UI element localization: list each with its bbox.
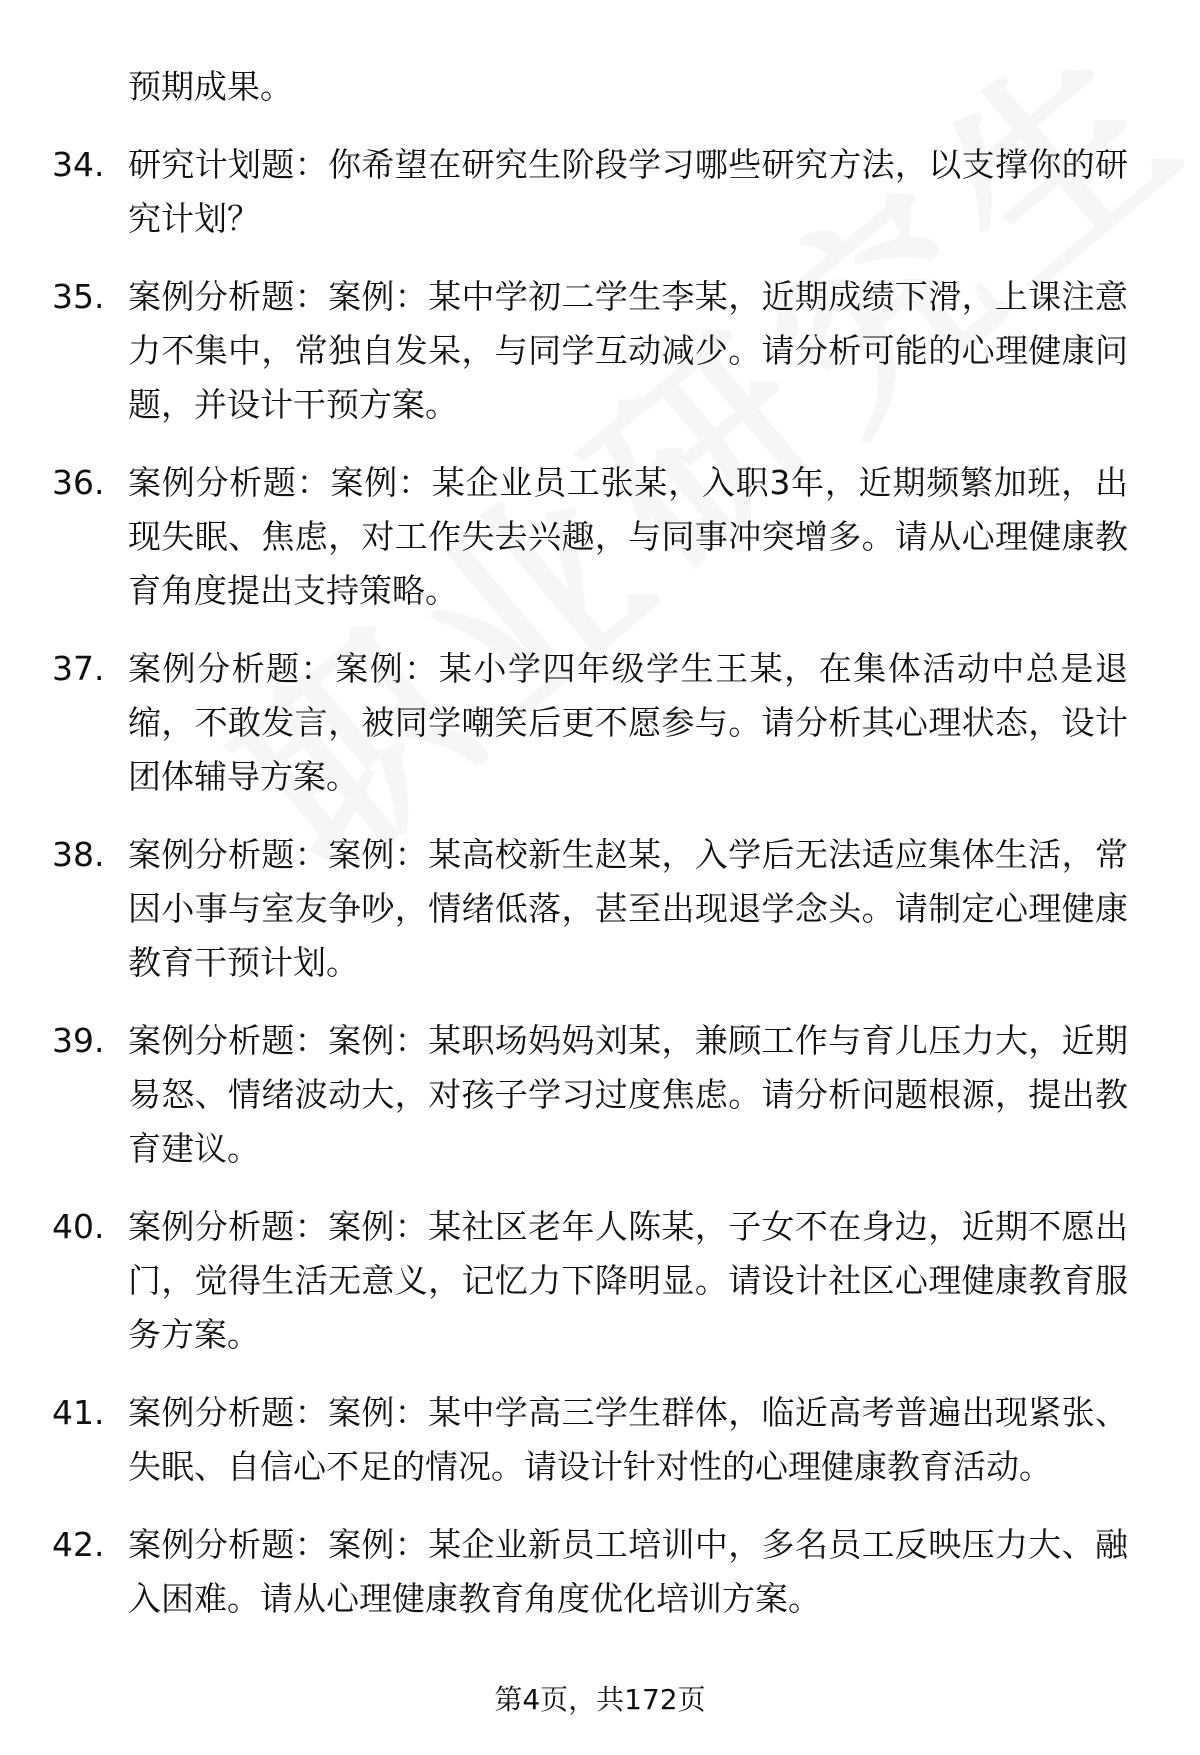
question-number: 37. bbox=[52, 649, 105, 688]
question-list bbox=[0, 138, 1200, 1650]
question-item bbox=[0, 270, 1200, 432]
question-text: 案例分析题：案例：某中学初二学生李某，近期成绩下滑，上课注意力不集中，常独自发呆，与同学互动减少。请分析可能的心理健康问题，并设计干预方案。 bbox=[128, 277, 1128, 424]
question-text: 案例分析题：案例：某企业员工张某，入职3年，近期频繁加班，出现失眠、焦虑，对工作失去兴趣，与同事冲突增多。请从心理健康教育角度提出支持策略。 bbox=[128, 463, 1128, 610]
question-item bbox=[0, 1200, 1200, 1362]
question-text: 案例分析题：案例：某小学四年级学生王某，在集体活动中总是退缩，不敢发言，被同学嘲笑后更不愿参与。请分析其心理状态，设计团体辅导方案。 bbox=[128, 649, 1128, 796]
question-text: 案例分析题：案例：某社区老年人陈某，子女不在身边，近期不愿出门，觉得生活无意义，记忆力下降明显。请设计社区心理健康教育服务方案。 bbox=[128, 1207, 1128, 1354]
question-number: 34. bbox=[52, 145, 105, 184]
question-number: 42. bbox=[52, 1525, 105, 1564]
question-text: 案例分析题：案例：某企业新员工培训中，多名员工反映压力大、融入困难。请从心理健康教育角度优化培训方案。 bbox=[128, 1525, 1128, 1618]
question-text: 案例分析题：案例：某高校新生赵某，入学后无法适应集体生活，常因小事与室友争吵，情绪低落，甚至出现退学念头。请制定心理健康教育干预计划。 bbox=[128, 835, 1128, 982]
question-text: 案例分析题：案例：某职场妈妈刘某，兼顾工作与育儿压力大，近期易怒、情绪波动大，对孩子学习过度焦虑。请分析问题根源，提出教育建议。 bbox=[128, 1021, 1128, 1168]
question-number: 38. bbox=[52, 835, 105, 874]
question-number: 41. bbox=[52, 1393, 105, 1432]
question-item bbox=[0, 138, 1200, 246]
question-text: 研究计划题：你希望在研究生阶段学习哪些研究方法，以支撑你的研究计划？ bbox=[128, 145, 1128, 238]
question-number: 40. bbox=[52, 1207, 105, 1246]
question-item bbox=[0, 1014, 1200, 1176]
question-text: 案例分析题：案例：某中学高三学生群体，临近高考普遍出现紧张、失眠、自信心不足的情况。请设计针对性的心理健康教育活动。 bbox=[128, 1393, 1128, 1486]
question-item bbox=[0, 828, 1200, 990]
question-number: 35. bbox=[52, 277, 105, 316]
continuation-text: 预期成果。 bbox=[128, 67, 293, 106]
question-item bbox=[0, 1386, 1200, 1494]
page-number-footer: 第4页，共172页 bbox=[494, 1683, 706, 1716]
question-item bbox=[0, 642, 1200, 804]
question-item bbox=[0, 1518, 1200, 1626]
question-number: 39. bbox=[52, 1021, 105, 1060]
question-number: 36. bbox=[52, 463, 105, 502]
question-item bbox=[0, 456, 1200, 618]
